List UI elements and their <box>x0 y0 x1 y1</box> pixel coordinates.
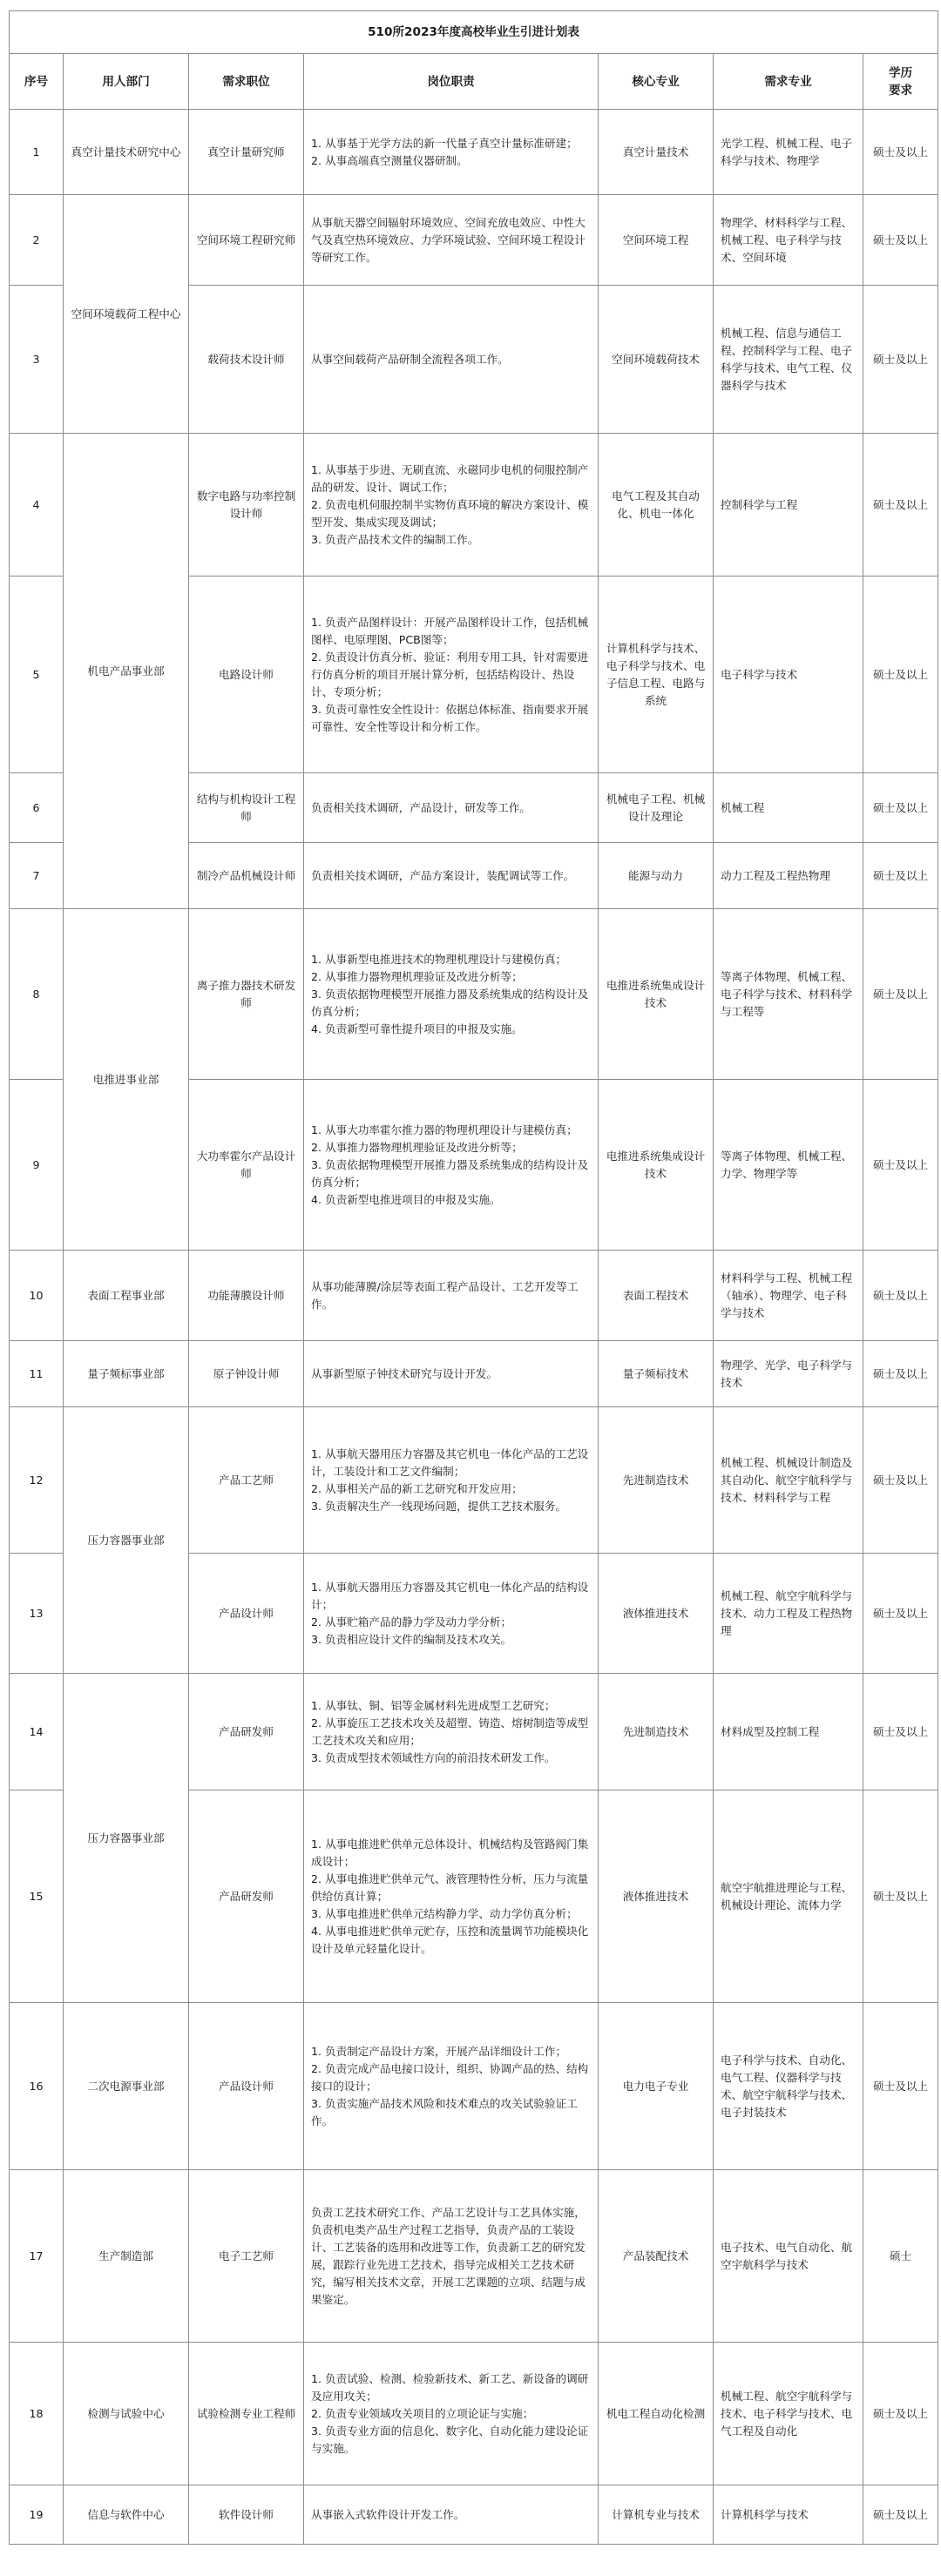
row-number: 15 <box>10 1790 64 2003</box>
table-row <box>10 434 938 577</box>
row-number: 19 <box>10 2485 64 2545</box>
majors-cell: 动力工程及工程热物理 <box>714 843 863 909</box>
core-major-cell: 真空计量技术 <box>599 110 714 195</box>
duty-line: 3. 负责产品技术文件的编制工作。 <box>311 532 479 546</box>
header-education: 学历 要求 <box>863 54 938 110</box>
core-major-cell: 空间环境工程 <box>599 195 714 286</box>
duty-line: 2. 从事电推进贮供单元气、液管理特性分析，压力与流量供给仿真计算； <box>311 1871 589 1903</box>
duties-cell <box>304 434 599 577</box>
position-cell: 功能薄膜设计师 <box>189 1251 304 1341</box>
duties-cell <box>304 195 599 286</box>
duty-line: 2. 负责专业领域攻关项目的立项论证与实施； <box>311 2406 534 2420</box>
duty-line: 从事嵌入式软件设计开发工作。 <box>311 2507 465 2521</box>
core-major-cell: 液体推进技术 <box>599 1554 714 1674</box>
position-cell: 试验检测专业工程师 <box>189 2343 304 2485</box>
majors-cell: 光学工程、机械工程、电子科学与技术、物理学 <box>714 110 863 195</box>
duty-line: 1. 从事航天器用压力容器及其它机电一体化产品的结构设计； <box>311 1580 589 1611</box>
position-cell: 结构与机构设计工程师 <box>189 773 304 843</box>
core-major-cell: 表面工程技术 <box>599 1251 714 1341</box>
duty-line: 1. 负责试验、检测、检验新技术、新工艺、新设备的调研及应用攻关； <box>311 2371 589 2403</box>
row-number: 11 <box>10 1341 64 1407</box>
position-cell: 电子工艺师 <box>189 2170 304 2343</box>
majors-cell: 机械工程、航空宇航科学与技术、动力工程及工程热物理 <box>714 1554 863 1674</box>
duties-cell <box>304 1407 599 1554</box>
duty-line: 1. 从事基于光学方法的新一代量子真空计量标准研建； <box>311 136 578 150</box>
position-cell: 大功率霍尔产品设计师 <box>189 1080 304 1251</box>
core-major-cell: 先进制造技术 <box>599 1674 714 1790</box>
education-cell: 硕士及以上 <box>863 110 938 195</box>
duty-line: 2. 从事相关产品的新工艺研究和开发应用； <box>311 1481 523 1495</box>
row-number: 17 <box>10 2170 64 2343</box>
table-title: 510所2023年度高校毕业生引进计划表 <box>10 11 938 54</box>
core-major-cell: 电推进系统集成设计技术 <box>599 909 714 1080</box>
row-number: 6 <box>10 773 64 843</box>
position-cell: 原子钟设计师 <box>189 1341 304 1407</box>
duties-cell <box>304 110 599 195</box>
position-cell: 软件设计师 <box>189 2485 304 2545</box>
header-majors: 需求专业 <box>714 54 863 110</box>
duty-line: 1. 从事大功率霍尔推力器的物理机理设计与建模仿真； <box>311 1123 578 1136</box>
majors-cell: 电子科学与技术、自动化、电气工程、仪器科学与技术、航空宇航科学与技术、电子封装技术 <box>714 2003 863 2170</box>
duty-line: 2. 从事贮箱产品的静力学及动力学分析； <box>311 1615 512 1629</box>
duty-line: 1. 负责产品图样设计：开展产品图样设计工作，包括机械图样、电原理图、PCB图等； <box>311 615 589 646</box>
dept-cell: 生产制造部 <box>64 2170 189 2343</box>
position-cell: 产品设计师 <box>189 2003 304 2170</box>
education-cell: 硕士及以上 <box>863 1341 938 1407</box>
duty-line: 3. 负责依据物理模型开展推力器及系统集成的结构设计及仿真分析； <box>311 1157 589 1189</box>
position-cell: 离子推力器技术研发师 <box>189 909 304 1080</box>
table-row <box>10 110 938 195</box>
duty-line: 2. 从事推力器物理机理验证及改进分析等； <box>311 1140 523 1154</box>
row-number: 3 <box>10 286 64 434</box>
education-cell: 硕士及以上 <box>863 909 938 1080</box>
dept-cell: 电推进事业部 <box>64 909 189 1251</box>
position-cell: 产品工艺师 <box>189 1407 304 1554</box>
core-major-cell: 电力电子专业 <box>599 2003 714 2170</box>
education-cell: 硕士及以上 <box>863 1554 938 1674</box>
duty-line: 3. 负责解决生产一线现场问题，提供工艺技术服务。 <box>311 1499 567 1513</box>
position-cell: 电路设计师 <box>189 577 304 773</box>
duty-line: 从事航天器空间辐射环境效应、空间充放电效应、中性大气及真空热环境效应、力学环境试验、空间环境工程设计等研究工作。 <box>311 215 586 264</box>
duty-line: 1. 从事基于步进、无刷直流、永磁同步电机的伺服控制产品的研发、设计、调试工作； <box>311 462 589 494</box>
majors-cell: 机械工程、航空宇航科学与技术、电子科学与技术、电气工程及自动化 <box>714 2343 863 2485</box>
table-row <box>10 195 938 286</box>
table-row <box>10 2485 938 2545</box>
duty-line: 负责工艺技术研究工作、产品工艺设计与工艺具体实施，负责机电类产品生产过程工艺指导，负责产品的工装设计、工艺装备的选用和改进等工作，负责新工艺的研究发展，跟踪行业先进工艺技术，指导完成相关工艺技术研究，编写相关技术文章，开展工艺课题的立项、结题与成果鉴定。 <box>311 2205 586 2306</box>
dept-cell: 信息与软件中心 <box>64 2485 189 2545</box>
majors-cell: 计算机科学与技术 <box>714 2485 863 2545</box>
dept-cell: 二次电源事业部 <box>64 2003 189 2170</box>
education-cell: 硕士及以上 <box>863 286 938 434</box>
row-number: 10 <box>10 1251 64 1341</box>
core-major-cell: 产品装配技术 <box>599 2170 714 2343</box>
position-cell: 产品研发师 <box>189 1674 304 1790</box>
row-number: 8 <box>10 909 64 1080</box>
position-cell: 空间环境工程研究师 <box>189 195 304 286</box>
row-number: 16 <box>10 2003 64 2170</box>
duty-line: 1. 从事新型电推进技术的物理机理设计与建模仿真； <box>311 952 567 966</box>
duty-line: 3. 负责依据物理模型开展推力器及系统集成的结构设计及仿真分析； <box>311 987 589 1018</box>
duty-line: 2. 从事推力器物理机理验证及改进分析等； <box>311 969 523 983</box>
row-number: 1 <box>10 110 64 195</box>
duty-line: 4. 从事电推进贮供单元贮存，压控和流量调节功能模块化设计及单元轻量化设计。 <box>311 1924 589 1955</box>
duty-line: 2. 负责设计仿真分析、验证：利用专用工具，针对需要进行仿真分析的项目开展计算分析，包括结构设计、热设计、专项分析； <box>311 650 589 698</box>
row-number: 5 <box>10 577 64 773</box>
core-major-cell: 液体推进技术 <box>599 1790 714 2003</box>
duties-cell <box>304 286 599 434</box>
education-cell: 硕士 <box>863 2170 938 2343</box>
row-number: 9 <box>10 1080 64 1251</box>
duties-cell <box>304 843 599 909</box>
duty-line: 1. 从事钛、铜、铝等金属材料先进成型工艺研究； <box>311 1698 556 1712</box>
dept-cell: 真空计量技术研究中心 <box>64 110 189 195</box>
dept-cell: 表面工程事业部 <box>64 1251 189 1341</box>
core-major-cell: 电气工程及其自动化、机电一体化 <box>599 434 714 577</box>
duty-line: 2. 从事旋压工艺技术攻关及超塑、铸造、熔树制造等成型工艺技术攻关和应用； <box>311 1716 589 1747</box>
header-duties: 岗位职责 <box>304 54 599 110</box>
duties-cell <box>304 1674 599 1790</box>
position-cell: 制冷产品机械设计师 <box>189 843 304 909</box>
dept-cell: 压力容器事业部 <box>64 1407 189 1674</box>
duty-line: 2. 负责完成产品电接口设计，组织、协调产品的热、结构接口的设计； <box>311 2061 589 2093</box>
majors-cell: 机械工程、信息与通信工程、控制科学与工程、电子科学与技术、电气工程、仪器科学与技术 <box>714 286 863 434</box>
duties-cell <box>304 1341 599 1407</box>
education-cell: 硕士及以上 <box>863 2343 938 2485</box>
duty-line: 1. 从事电推进贮供单元总体设计、机械结构及管路阀门集成设计； <box>311 1837 589 1868</box>
majors-cell: 物理学、材料科学与工程、机械工程、电子科学与技术、空间环境 <box>714 195 863 286</box>
dept-cell: 空间环境载荷工程中心 <box>64 195 189 434</box>
duty-line: 3. 负责相应设计文件的编制及技术攻关。 <box>311 1632 512 1646</box>
majors-cell: 航空宇航推进理论与工程、机械设计理论、流体力学 <box>714 1790 863 2003</box>
majors-cell: 控制科学与工程 <box>714 434 863 577</box>
duties-cell <box>304 1080 599 1251</box>
header-no: 序号 <box>10 54 64 110</box>
header-position: 需求职位 <box>189 54 304 110</box>
majors-cell: 等离子体物理、机械工程、电子科学与技术、材料科学与工程等 <box>714 909 863 1080</box>
duty-line: 负责相关技术调研，产品方案设计，装配调试等工作。 <box>311 868 575 882</box>
duties-cell <box>304 2003 599 2170</box>
education-cell: 硕士及以上 <box>863 434 938 577</box>
majors-cell: 电子技术、电气自动化、航空宇航科学与技术 <box>714 2170 863 2343</box>
core-major-cell: 机械电子工程、机械设计及理论 <box>599 773 714 843</box>
row-number: 14 <box>10 1674 64 1790</box>
education-cell: 硕士及以上 <box>863 1407 938 1554</box>
position-cell: 真空计量研究师 <box>189 110 304 195</box>
position-cell: 产品研发师 <box>189 1790 304 2003</box>
row-number: 13 <box>10 1554 64 1674</box>
education-cell: 硕士及以上 <box>863 843 938 909</box>
row-number: 12 <box>10 1407 64 1554</box>
duty-line: 3. 负责实施产品技术风险和技术难点的攻关试验验证工作。 <box>311 2096 578 2128</box>
duty-line: 4. 负责新型可靠性提升项目的申报及实施。 <box>311 1022 523 1035</box>
education-cell: 硕士及以上 <box>863 1674 938 1790</box>
duty-line: 1. 负责制定产品设计方案，开展产品详细设计工作； <box>311 2044 567 2058</box>
dept-cell: 压力容器事业部 <box>64 1674 189 2003</box>
duties-cell <box>304 2343 599 2485</box>
row-number: 4 <box>10 434 64 577</box>
majors-cell: 材料成型及控制工程 <box>714 1674 863 1790</box>
plan-sheet <box>9 10 938 2571</box>
dept-cell: 机电产品事业部 <box>64 434 189 909</box>
table-row <box>10 2170 938 2343</box>
duties-cell <box>304 2170 599 2343</box>
majors-cell: 机械工程 <box>714 773 863 843</box>
header-dept: 用人部门 <box>64 54 189 110</box>
table-row <box>10 1251 938 1341</box>
duties-cell <box>304 773 599 843</box>
duties-cell <box>304 1790 599 2003</box>
education-cell: 硕士及以上 <box>863 1251 938 1341</box>
row-number: 7 <box>10 843 64 909</box>
education-cell: 硕士及以上 <box>863 2003 938 2170</box>
table-row <box>10 909 938 1080</box>
core-major-cell: 能源与动力 <box>599 843 714 909</box>
majors-cell: 材料科学与工程、机械工程（轴承）、物理学、电子科学与技术 <box>714 1251 863 1341</box>
core-major-cell: 机电工程自动化检测 <box>599 2343 714 2485</box>
duty-line: 从事功能薄膜/涂层等表面工程产品设计、工艺开发等工作。 <box>311 1279 579 1311</box>
education-cell: 硕士及以上 <box>863 2485 938 2545</box>
core-major-cell: 电推进系统集成设计技术 <box>599 1080 714 1251</box>
duties-cell <box>304 2485 599 2545</box>
education-cell: 硕士及以上 <box>863 1080 938 1251</box>
position-cell: 载荷技术设计师 <box>189 286 304 434</box>
core-major-cell: 先进制造技术 <box>599 1407 714 1554</box>
duty-line: 3. 从事电推进贮供单元结构静力学、动力学仿真分析； <box>311 1906 578 1920</box>
table-row <box>10 2343 938 2485</box>
duty-line: 3. 负责成型技术领域性方向的前沿技术研发工作。 <box>311 1750 556 1764</box>
duty-line: 从事新型原子钟技术研究与设计开发。 <box>311 1366 498 1380</box>
majors-cell: 等离子体物理、机械工程、力学、物理学等 <box>714 1080 863 1251</box>
duties-cell <box>304 909 599 1080</box>
duty-line: 2. 从事高端真空测量仪器研制。 <box>311 153 468 167</box>
row-number: 18 <box>10 2343 64 2485</box>
duties-cell <box>304 577 599 773</box>
dept-cell: 检测与试验中心 <box>64 2343 189 2485</box>
table-row <box>10 1407 938 1554</box>
duty-line: 4. 负责新型电推进项目的申报及实施。 <box>311 1192 501 1206</box>
duty-line: 负责相关技术调研，产品设计，研发等工作。 <box>311 800 531 814</box>
duty-line: 3. 负责可靠性安全性设计：依据总体标准、指南要求开展可靠性、安全性等设计和分析工作。 <box>311 702 589 733</box>
duties-cell <box>304 1554 599 1674</box>
core-major-cell: 计算机专业与技术 <box>599 2485 714 2545</box>
duty-line: 2. 负责电机伺服控制半实物仿真环境的解决方案设计、模型开发、集成实现及调试； <box>311 497 589 529</box>
core-major-cell: 计算机科学与技术、电子科学与技术、电子信息工程、电路与系统 <box>599 577 714 773</box>
education-cell: 硕士及以上 <box>863 195 938 286</box>
duty-line: 从事空间载荷产品研制全流程各项工作。 <box>311 352 509 366</box>
position-cell: 产品设计师 <box>189 1554 304 1674</box>
education-cell: 硕士及以上 <box>863 773 938 843</box>
education-cell: 硕士及以上 <box>863 577 938 773</box>
majors-cell: 机械工程、机械设计制造及其自动化、航空宇航科学与技术、材料科学与工程 <box>714 1407 863 1554</box>
duty-line: 3. 负责专业方面的信息化、数字化、自动化能力建设论证与实施。 <box>311 2424 589 2455</box>
header-core-major: 核心专业 <box>599 54 714 110</box>
dept-cell: 量子频标事业部 <box>64 1341 189 1407</box>
core-major-cell: 量子频标技术 <box>599 1341 714 1407</box>
position-cell: 数字电路与功率控制设计师 <box>189 434 304 577</box>
majors-cell: 电子科学与技术 <box>714 577 863 773</box>
core-major-cell: 空间环境载荷技术 <box>599 286 714 434</box>
duties-cell <box>304 1251 599 1341</box>
row-number: 2 <box>10 195 64 286</box>
recruitment-plan-table <box>9 10 938 2545</box>
table-row <box>10 1674 938 1790</box>
duty-line: 1. 从事航天器用压力容器及其它机电一体化产品的工艺设计，工装设计和工艺文件编制； <box>311 1446 589 1478</box>
table-row <box>10 2003 938 2170</box>
majors-cell: 物理学、光学、电子科学与技术 <box>714 1341 863 1407</box>
header-row <box>10 54 938 110</box>
education-cell: 硕士及以上 <box>863 1790 938 2003</box>
table-row <box>10 1341 938 1407</box>
